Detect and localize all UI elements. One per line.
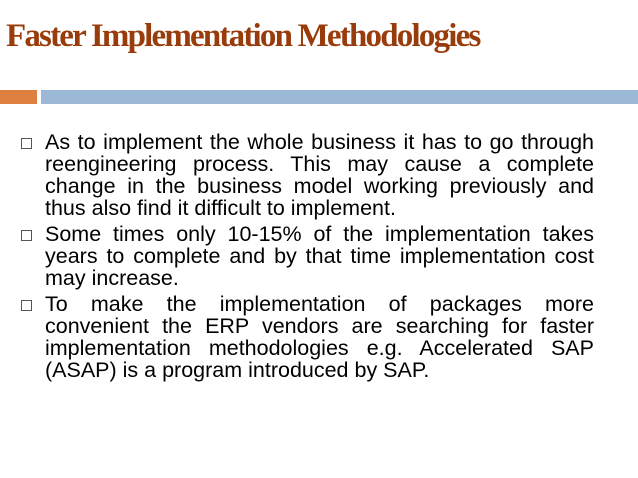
bullet-text: As to implement the whole business it has to go through reengineering process. This may cause a complete change in the business model working previously and thus also find it difficult to implement. (45, 130, 594, 220)
bullet-item (17, 223, 594, 289)
bullet-item (17, 293, 594, 381)
hollow-square-icon (21, 138, 32, 149)
bullet-item (17, 131, 594, 219)
slide-title: Faster Implementation Methodologies (6, 18, 480, 54)
hollow-square-icon (21, 300, 32, 311)
title-divider-bar (41, 90, 638, 104)
bullet-text: Some times only 10-15% of the implementation takes years to complete and by that time implementation cost may increase. (45, 222, 594, 290)
bullet-list (17, 131, 594, 385)
title-accent-bar (0, 90, 37, 104)
bullet-text: To make the implementation of packages more convenient the ERP vendors are searching for faster implementation methodologies e.g. Accelerated SAP (ASAP) is a program introduced by SAP. (45, 292, 594, 382)
hollow-square-icon (21, 230, 32, 241)
